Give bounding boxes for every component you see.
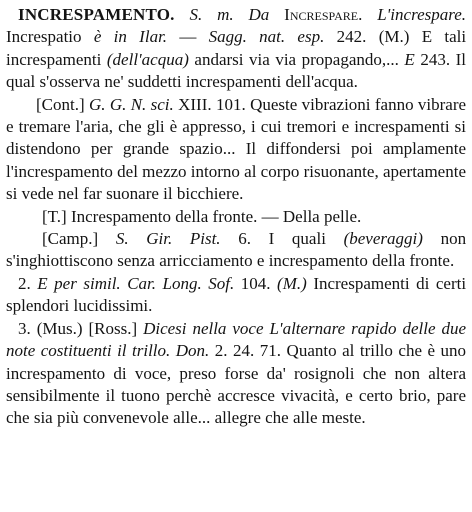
definition-text: Dicesi nella voce L'alternare rapido delle due note costituenti il trillo. Don. — [6, 318, 466, 361]
sense-number: 3. (Mus.) [Ross.] — [18, 318, 138, 338]
source-tag: [Camp.] — [42, 229, 99, 249]
grammar-label: S. m. — [189, 5, 234, 24]
citation-source: G. G. N. sci. — [88, 94, 174, 114]
citation-source: S. Gir. Pist. — [115, 229, 221, 249]
citation-page: 2. 24. 71. — [214, 341, 282, 361]
quotation-text: I quali — [268, 229, 326, 249]
source-tag: [T.] — [42, 206, 67, 226]
quotation-text: andarsi via via propagando,... — [194, 49, 399, 69]
entry-paragraph-sense-2 — [6, 273, 466, 318]
dictionary-entry — [6, 4, 466, 430]
citation-marker: (M.) — [277, 273, 307, 293]
usage-example: Increspamento della fronte. — Della pelle. — [70, 206, 362, 226]
definition-text: L'increspare. — [377, 5, 467, 24]
citation-source: Sagg. nat. esp. — [208, 27, 325, 47]
quotation-text: Queste vibrazioni fanno vibrare e tremare l'aria, che gli è appresso, i cui tremori e increspamenti si distendono per grande spazio... Il diffondersi poi amplamente l'increspamento del mezzo intorno al corpo risuonante, apertamente si vede nel far suonare il bicchiere. — [6, 94, 467, 204]
quotation-text: Quanto al trillo che è uno increspamento di voce, preso forse da' rosignoli che non altera sensibilmente il tuono perchè accresce vivacità, e certo brio, pare che sia più convenevole alle... allegre che alle meste. — [6, 341, 467, 428]
etymology-prefix: Da — [248, 5, 270, 24]
citation-page: 104. — [240, 273, 271, 293]
entry-paragraph-definition — [6, 4, 466, 94]
entry-paragraph-sense-3 — [6, 318, 466, 430]
citation-volume: XIII. — [178, 94, 212, 114]
etymology-word: Increspare. — [284, 5, 363, 24]
headword: INCRESPAMENTO. — [18, 5, 175, 24]
citation-source: E — [404, 49, 415, 69]
quotation-text: E tali increspamenti — [6, 27, 467, 69]
source-tag: [Cont.] — [36, 94, 85, 114]
quotation-text: Il qual s'osserva ne' suddetti increspamenti dell'acqua. — [6, 49, 467, 92]
latin-equivalent: Increspatio — [6, 27, 82, 47]
entry-paragraph-camp — [6, 228, 466, 273]
dash: — — [179, 27, 197, 47]
citation-page: 6. — [238, 229, 251, 249]
entry-paragraph-cont — [6, 94, 466, 206]
gloss-text: (dell'acqua) — [106, 49, 189, 69]
citation-source: E per simil. Car. Long. Sof. — [37, 273, 235, 293]
citation-marker: (M.) — [378, 27, 410, 47]
entry-paragraph-t — [6, 206, 466, 228]
sense-number: 2. — [18, 273, 31, 293]
quotation-text: Increspamenti di certi splendori lucidissimi. — [6, 273, 467, 316]
citation-page: 243. — [420, 49, 451, 69]
gloss-text: (beveraggi) — [343, 229, 423, 249]
citation-page: 101. — [215, 94, 246, 114]
latin-source: in Ilar. — [113, 27, 168, 47]
quotation-text: non s'inghiottiscono senza arricciamento e increspamento della fronte. — [6, 229, 467, 271]
latin-verb: è — [93, 27, 102, 47]
citation-page: 242. — [336, 27, 367, 47]
